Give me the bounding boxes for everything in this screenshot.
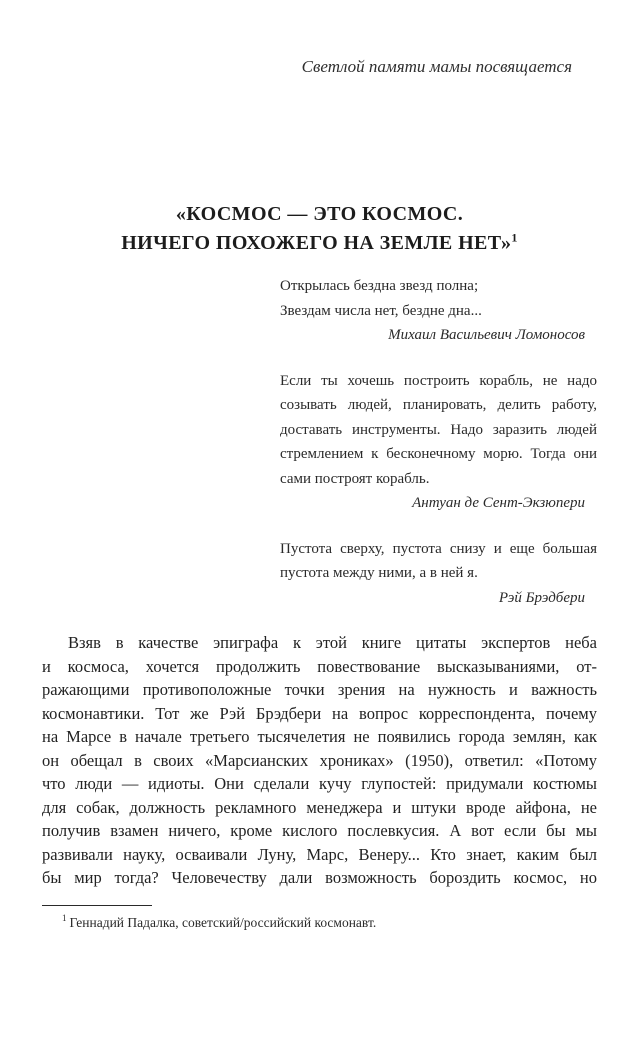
body-line: на Марсе в начале третьего тысячелетия не появились города землян, как (42, 727, 597, 746)
footnote-marker: 1 (62, 913, 67, 923)
body-line: космонавтики. Тот же Рэй Брэдбери на вопрос корреспондента, почему (42, 703, 597, 723)
body-line: и космоса, хочется продолжить повествование высказываниями, от- (42, 656, 597, 676)
epigraph-bradbury (280, 537, 597, 611)
body-line: для собак, должность рекламного менеджера и штуки вроде айфона, не (42, 797, 597, 817)
epigraph-line: сами построят корабль. (280, 470, 430, 487)
epigraph-section (280, 274, 597, 610)
body-paragraph (42, 631, 597, 890)
epigraph-line: пустота между ними, а в ней я. (280, 565, 478, 581)
body-line: что люди — идиоты. Они сделали кучу глупостей: придумали костюмы (42, 774, 597, 793)
body-line: развивали науку, осваивали Луну, Марс, Венеру... Кто знает, каким был (42, 844, 597, 864)
body-line: Взяв в качестве эпиграфа к этой книге цитаты экспертов неба (68, 633, 597, 652)
footnote-text: Геннадий Падалка, советский/российский космонавт. (69, 914, 377, 930)
epigraph-line: созывать людей, планировать, делить работу, (280, 397, 597, 413)
epigraph-lomonosov (280, 274, 597, 348)
chapter-title-line2: НИЧЕГО ПОХОЖЕГО НА ЗЕМЛЕ НЕТ» (121, 232, 512, 254)
body-line: он обещал в своих «Марсианских хрониках» (1950), ответил: «Потому (42, 750, 597, 770)
epigraph-line: Если ты хочешь построить корабль, не надо (280, 372, 597, 389)
body-line: ражающими противоположные точки зрения на нужность и важность (42, 680, 597, 699)
epigraph-author: Антуан де Сент-Экзюпери (412, 495, 585, 511)
chapter-title (42, 200, 597, 258)
epigraph-line: Открылась бездна звезд полна; (280, 278, 479, 294)
footnote-divider (42, 905, 152, 906)
epigraph-line: стремлением к бесконечному морю. Тогда они (280, 446, 597, 462)
epigraph-line: Пустота сверху, пустота снизу и еще большая (280, 540, 597, 557)
body-line: получив взамен ничего, кроме кислого послевкусия. А вот если бы мы (42, 821, 597, 840)
book-page (0, 56, 641, 1056)
body-line: бы мир тогда? Человечеству дали возможность бороздить космос, но (42, 868, 597, 887)
footnote (42, 914, 597, 932)
chapter-title-line1: «КОСМОС — ЭТО КОСМОС. (175, 203, 464, 225)
epigraph-author: Михаил Васильевич Ломоносов (388, 327, 585, 343)
dedication: Светлой памяти мамы посвящается (301, 57, 572, 76)
title-footnote-marker: 1 (511, 230, 518, 245)
epigraph-line: доставать инструменты. Надо заразить людей (280, 421, 597, 438)
epigraph-exupery (280, 369, 597, 516)
epigraph-author: Рэй Брэдбери (498, 589, 585, 606)
epigraph-line: Звездам числа нет, бездне дна... (280, 302, 482, 319)
